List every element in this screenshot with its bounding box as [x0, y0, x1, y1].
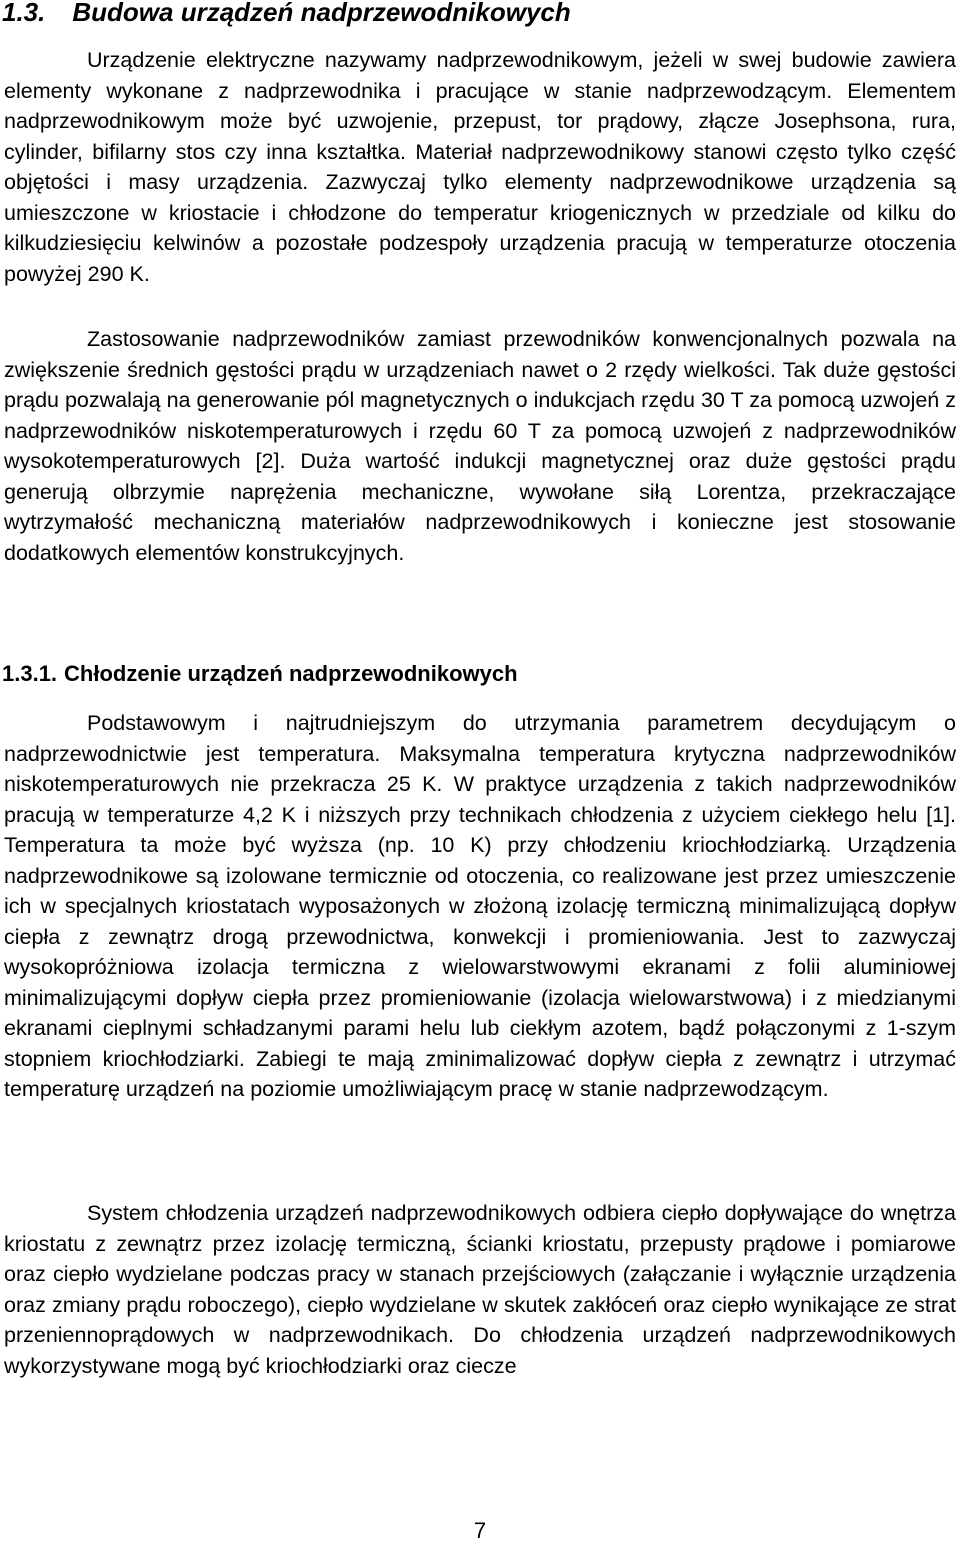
- subsection-heading: [2, 659, 518, 689]
- section-paragraph-2: Zastosowanie nadprzewodników zamiast przewodników konwencjonalnych pozwala na zwiększenie średnich gęstości prądu w urządzeniach nawet o 2 rzędy wielkości. Tak duże gęstości prądu pozwalają na generowanie pól magnetycznych o indukcjach rzędu 30 T za pomocą uzwojeń z nadprzewodników niskotemperaturowych i rzędu 60 T za pomocą uzwojeń z nadprzewodników wysokotemperaturowych [2]. Duża wartość indukcji magnetycznej oraz duże gęstości prądu generują olbrzymie naprężenia mechaniczne, wywołane siłą Lorentza, przekraczające wytrzymałość mechaniczną materiałów nadprzewodnikowych i konieczne jest stosowanie dodatkowych elementów konstrukcyjnych.: [4, 327, 956, 565]
- subsection-title: Chłodzenie urządzeń nadprzewodnikowych: [64, 661, 518, 686]
- subsection-number: 1.3.1.: [2, 661, 58, 686]
- subsection-paragraph-2: System chłodzenia urządzeń nadprzewodnikowych odbiera ciepło dopływające do wnętrza kriostatu z zewnątrz przez izolację termiczną, ścianki kriostatu, przepusty prądowe i pomiarowe oraz ciepło wydzielane podczas pracy w stanach przejściowych (załączanie i wyłącznie urządzenia oraz zmiany prądu roboczego), ciepło wydzielane w skutek zakłóceń oraz ciepło wynikające ze strat przeniennoprądowych w nadprzewodnikach. Do chłodzenia urządzeń nadprzewodnikowych wykorzystywane mogą być kriochłodziarki oraz ciecze: [4, 1201, 956, 1378]
- subsection-paragraph-1: Podstawowym i najtrudniejszym do utrzymania parametrem decydującym o nadprzewodnictwie jest temperatura. Maksymalna temperatura krytyczna nadprzewodników niskotemperaturowych nie przekracza 25 K. W praktyce urządzenia z takich nadprzewodników pracują w temperaturze 4,2 K i niższych przy technikach chłodzenia z użyciem ciekłego helu [1]. Temperatura ta może być wyższa (np. 10 K) przy chłodzeniu kriochłodziarką. Urządzenia nadprzewodnikowe są izolowane termicznie od otoczenia, co realizowane jest przez umieszczenie ich w specjalnych kriostatach wyposażonych w złożoną izolację termiczną minimalizującą dopływ ciepła z zewnątrz drogą przewodnictwa, konwekcji i promieniowania. Jest to zazwyczaj wysokopróżniowa izolacja termiczna z wielowarstwowymi ekranami z folii aluminiowej minimalizującymi dopływ ciepła przez promieniowanie (izolacja wielowarstwowa) i z miedzianymi ekranami cieplnymi schładzanymi parami helu lub ciekłym azotem, bądź połączonymi z 1-szym stopniem kriochłodziarki. Zabiegi te mają zminimalizować dopływ ciepła z zewnątrz i utrzymać temperaturę urządzeń na poziomie umożliwiającym pracę w stanie nadprzewodzącym.: [4, 711, 956, 1101]
- section-paragraph-1: Urządzenie elektryczne nazywamy nadprzewodnikowym, jeżeli w swej budowie zawiera elementy wykonane z nadprzewodnika i pracujące w stanie nadprzewodzącym. Elementem nadprzewodnikowym może być uzwojenie, przepust, tor prądowy, złącze Josephsona, rura, cylinder, bifilarny stos czy inna kształtka. Materiał nadprzewodnikowy stanowi często tylko część objętości i masy urządzenia. Zazwyczaj tylko elementy nadprzewodnikowe urządzenia są umieszczone w kriostacie i chłodzone do temperatur kriogenicznych w przedziale od kilku do kilkudziesięciu kelwinów a pozostałe podzespoły urządzenia pracują w temperaturze otoczenia powyżej 290 K.: [4, 48, 956, 286]
- section-number: 1.3.: [2, 0, 46, 27]
- section-heading: [2, 0, 571, 30]
- section-title: Budowa urządzeń nadprzewodnikowych: [72, 0, 571, 27]
- page-number: 7: [473, 1518, 487, 1543]
